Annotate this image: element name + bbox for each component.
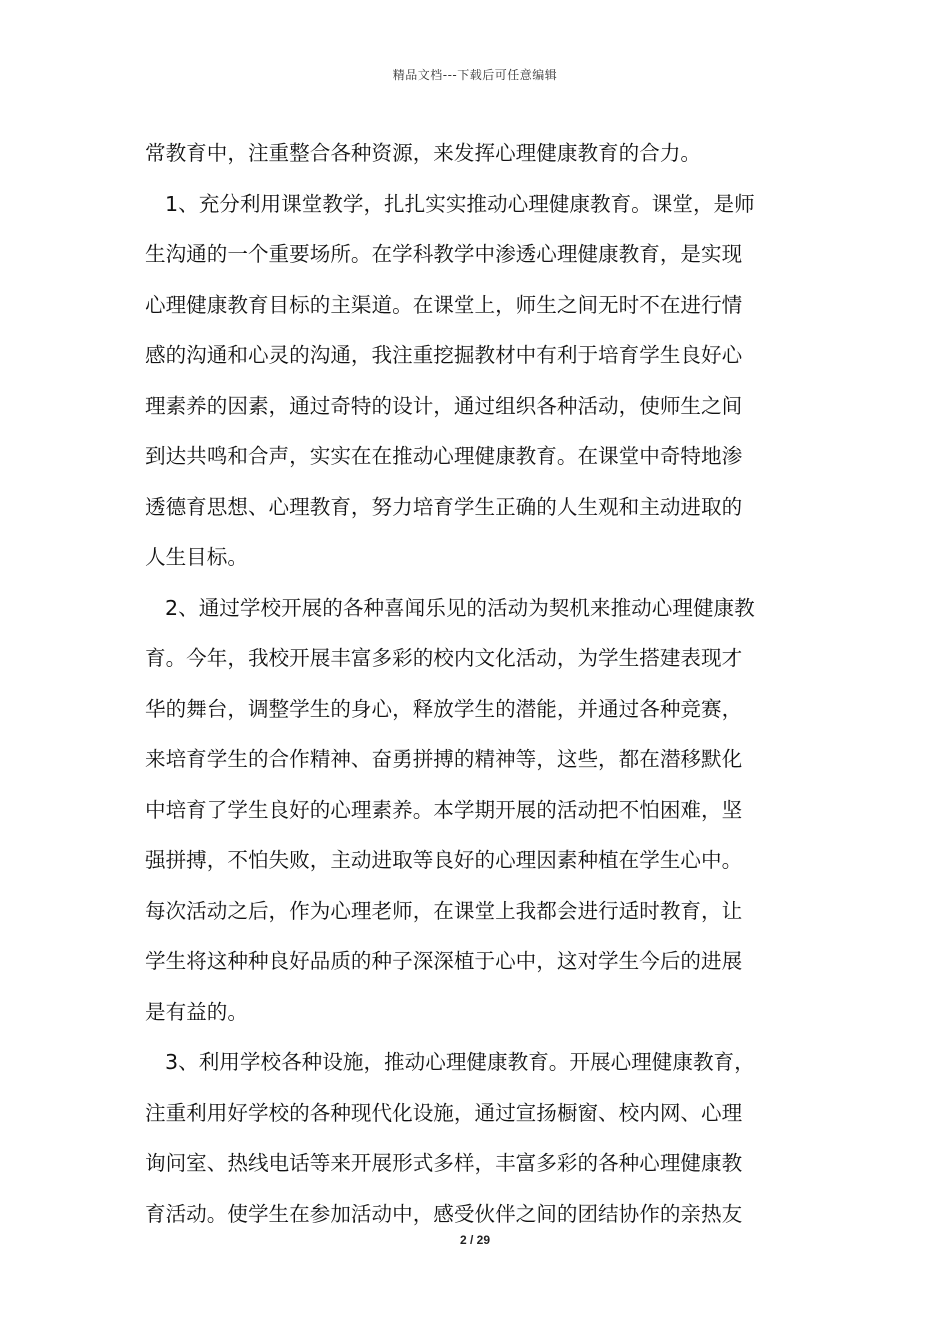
text-line: 育。今年，我校开展丰富多彩的校内文化活动，为学生搭建表现才	[145, 646, 743, 670]
text-line: 华的舞台，调整学生的身心，释放学生的潜能，并通过各种竞赛，	[145, 696, 743, 721]
text-line: 询问室、热线电话等来开展形式多样，丰富多彩的各种心理健康教	[145, 1151, 743, 1175]
text-line: 注重利用好学校的各种现代化设施，通过宣扬橱窗、校内网、心理	[145, 1100, 743, 1125]
text-line: 到达共鸣和合声，实实在在推动心理健康教育。在课堂中奇特地渗	[145, 444, 743, 468]
text-line: 每次活动之后，作为心理老师，在课堂上我都会进行适时教育，让	[145, 898, 743, 923]
document-header: 精品文档---下载后可任意编辑	[392, 68, 558, 82]
text-line: 感的沟通和心灵的沟通，我注重挖掘教材中有利于培育学生良好心	[145, 343, 743, 367]
text-line: 强拼搏，不怕失败，主动进取等良好的心理因素种植在学生心中。	[145, 848, 743, 872]
text-line: 3、利用学校各种设施，推动心理健康教育。开展心理健康教育，	[165, 1050, 755, 1074]
text-line: 来培育学生的合作精神、奋勇拼搏的精神等，这些，都在潜移默化	[145, 747, 743, 771]
text-line: 学生将这种种良好品质的种子深深植于心中，这对学生今后的进展	[145, 949, 743, 973]
text-line: 中培育了学生良好的心理素养。本学期开展的活动把不怕困难，坚	[145, 797, 743, 822]
document-body	[145, 128, 807, 1239]
page-number: 2 / 29	[459, 1233, 491, 1247]
text-line: 是有益的。	[145, 999, 248, 1024]
text-line: 人生目标。	[145, 545, 248, 569]
text-line: 1、充分利用课堂教学，扎扎实实推动心理健康教育。课堂，是师	[165, 191, 755, 216]
text-line: 育活动。使学生在参加活动中，感受伙伴之间的团结协作的亲热友	[145, 1201, 743, 1226]
text-line: 心理健康教育目标的主渠道。在课堂上，师生之间无时不在进行情	[145, 292, 743, 317]
text-line: 生沟通的一个重要场所。在学科教学中渗透心理健康教育，是实现	[145, 242, 743, 266]
text-line: 2、通过学校开展的各种喜闻乐见的活动为契机来推动心理健康教	[165, 595, 755, 620]
text-line: 理素养的因素，通过奇特的设计，通过组织各种活动，使师生之间	[145, 393, 743, 418]
text-line: 透德育思想、心理教育，努力培育学生正确的人生观和主动进取的	[145, 494, 743, 519]
text-line: 常教育中，注重整合各种资源，来发挥心理健康教育的合力。	[145, 141, 702, 165]
